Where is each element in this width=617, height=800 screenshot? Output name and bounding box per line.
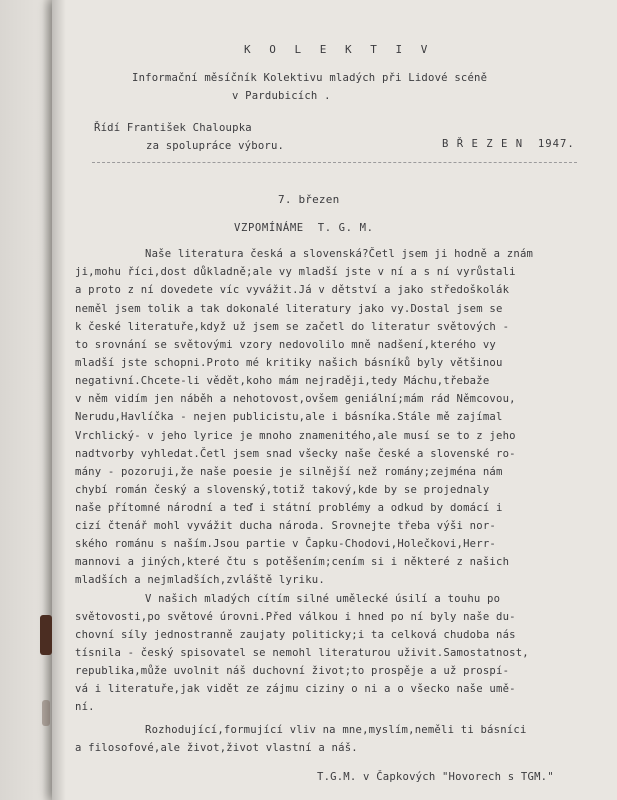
body-line: to srovnání se světovými vzory nedovolilo mně nadšení,kterého vy [75, 339, 496, 351]
body-line: ského románu s naším.Jsou partie v Čapku-Chodovi,Holečkovi,Herr- [75, 538, 496, 550]
body-line: Naše literatura česká a slovenská?Četl jsem ji hodně a znám [145, 248, 534, 260]
body-line: světovosti,po světové úrovni.Před válkou i hned po ní byly naše du- [75, 611, 516, 623]
binding-mark [42, 700, 50, 726]
previous-page-edge [0, 0, 60, 800]
body-line: nadtvorby vyhledat.Četl jsem snad všecky naše české a slovenské ro- [75, 448, 516, 460]
body-line: mladší jste schopni.Proto mé kritiky našich básníků byly většinou [75, 357, 503, 369]
body-line: neměl jsem tolik a tak dokonalé literatury jako vy.Dostal jsem se [75, 303, 503, 315]
masthead-location: v Pardubicích . [232, 90, 331, 102]
header-divider [92, 162, 577, 164]
binding-hole [40, 615, 52, 655]
body-line: ní. [75, 701, 95, 713]
body-line: mannovi a jiných,které čtu s potěšením;cením si i některé z našich [75, 556, 510, 568]
editor-cooperation: za spolupráce výboru. [146, 140, 285, 152]
body-line: chybí román český a slovenský,totiž takový,kde by se projednaly [75, 484, 490, 496]
body-line: negativní.Chcete-li vědět,koho mám nejraději,tedy Máchu,třebaže [75, 375, 490, 387]
article-heading: VZPOMÍNÁME T. G. M. [234, 222, 374, 234]
body-line: a filosofové,ale život,život vlastní a náš. [75, 742, 358, 754]
editor-name: Řídí František Chaloupka [94, 122, 252, 134]
body-line: mladších a nejmladších,zvláště lyriku. [75, 574, 325, 586]
body-line: v něm vidím jen náběh a nehotovost,ovšem geniální;mám rád Němcovou, [75, 393, 516, 405]
body-line: ji,mohu říci,dost důkladně;ale vy mladší jste v ní a s ní vyrůstali [75, 266, 516, 278]
body-line: chovní síly jednostranně zaujaty politicky;i ta celková chudoba nás [75, 629, 516, 641]
document-sheet [52, 0, 617, 800]
body-line: Rozhodující,formující vliv na mne,myslím,neměli ti básníci [145, 724, 527, 736]
body-line: V našich mladých cítím silné umělecké úsilí a touhu po [145, 593, 501, 605]
body-line: k české literatuře,když už jsem se začetl do literatur světových - [75, 321, 510, 333]
issue-date: B Ř E Z E N 1947. [442, 138, 575, 150]
body-line: Nerudu,Havlíčka - nejen publicistu,ale i básníka.Stále mě zajímal [75, 411, 503, 423]
spine-shadow [52, 0, 66, 800]
body-line: Vrchlický- v jeho lyrice je mnoho znamenitého,ale musí se to z jeho [75, 430, 516, 442]
article-date: 7. březen [278, 193, 340, 206]
body-line: vá i literatuře,jak vidět ze zájmu ciziny o ni a o všecko naše umě- [75, 683, 516, 695]
body-line: a proto z ní dovedete víc vyvážit.Já v dětství a jako středoškolák [75, 284, 510, 296]
body-line: mány - pozoruji,že naše poesie je silnější než romány;zejména nám [75, 466, 503, 478]
body-line: republika,může uvolnit náš duchovní život;to prospěje a už prospí- [75, 665, 510, 677]
body-line: cizí čtenář mohl vyvážit ducha národa. Srovnejte třeba výši nor- [75, 520, 496, 532]
body-line: naše přítomné národní a teď i státní problémy a odkud by domácí i [75, 502, 503, 514]
masthead-subtitle: Informační měsíčník Kolektivu mladých při Lidové scéně [132, 72, 488, 84]
attribution: T.G.M. v Čapkových "Hovorech s TGM." [317, 771, 554, 783]
masthead-title: K O L E K T I V [244, 43, 434, 56]
body-line: tísnila - český spisovatel se nemohl literaturou uživit.Samostatnost, [75, 647, 529, 659]
